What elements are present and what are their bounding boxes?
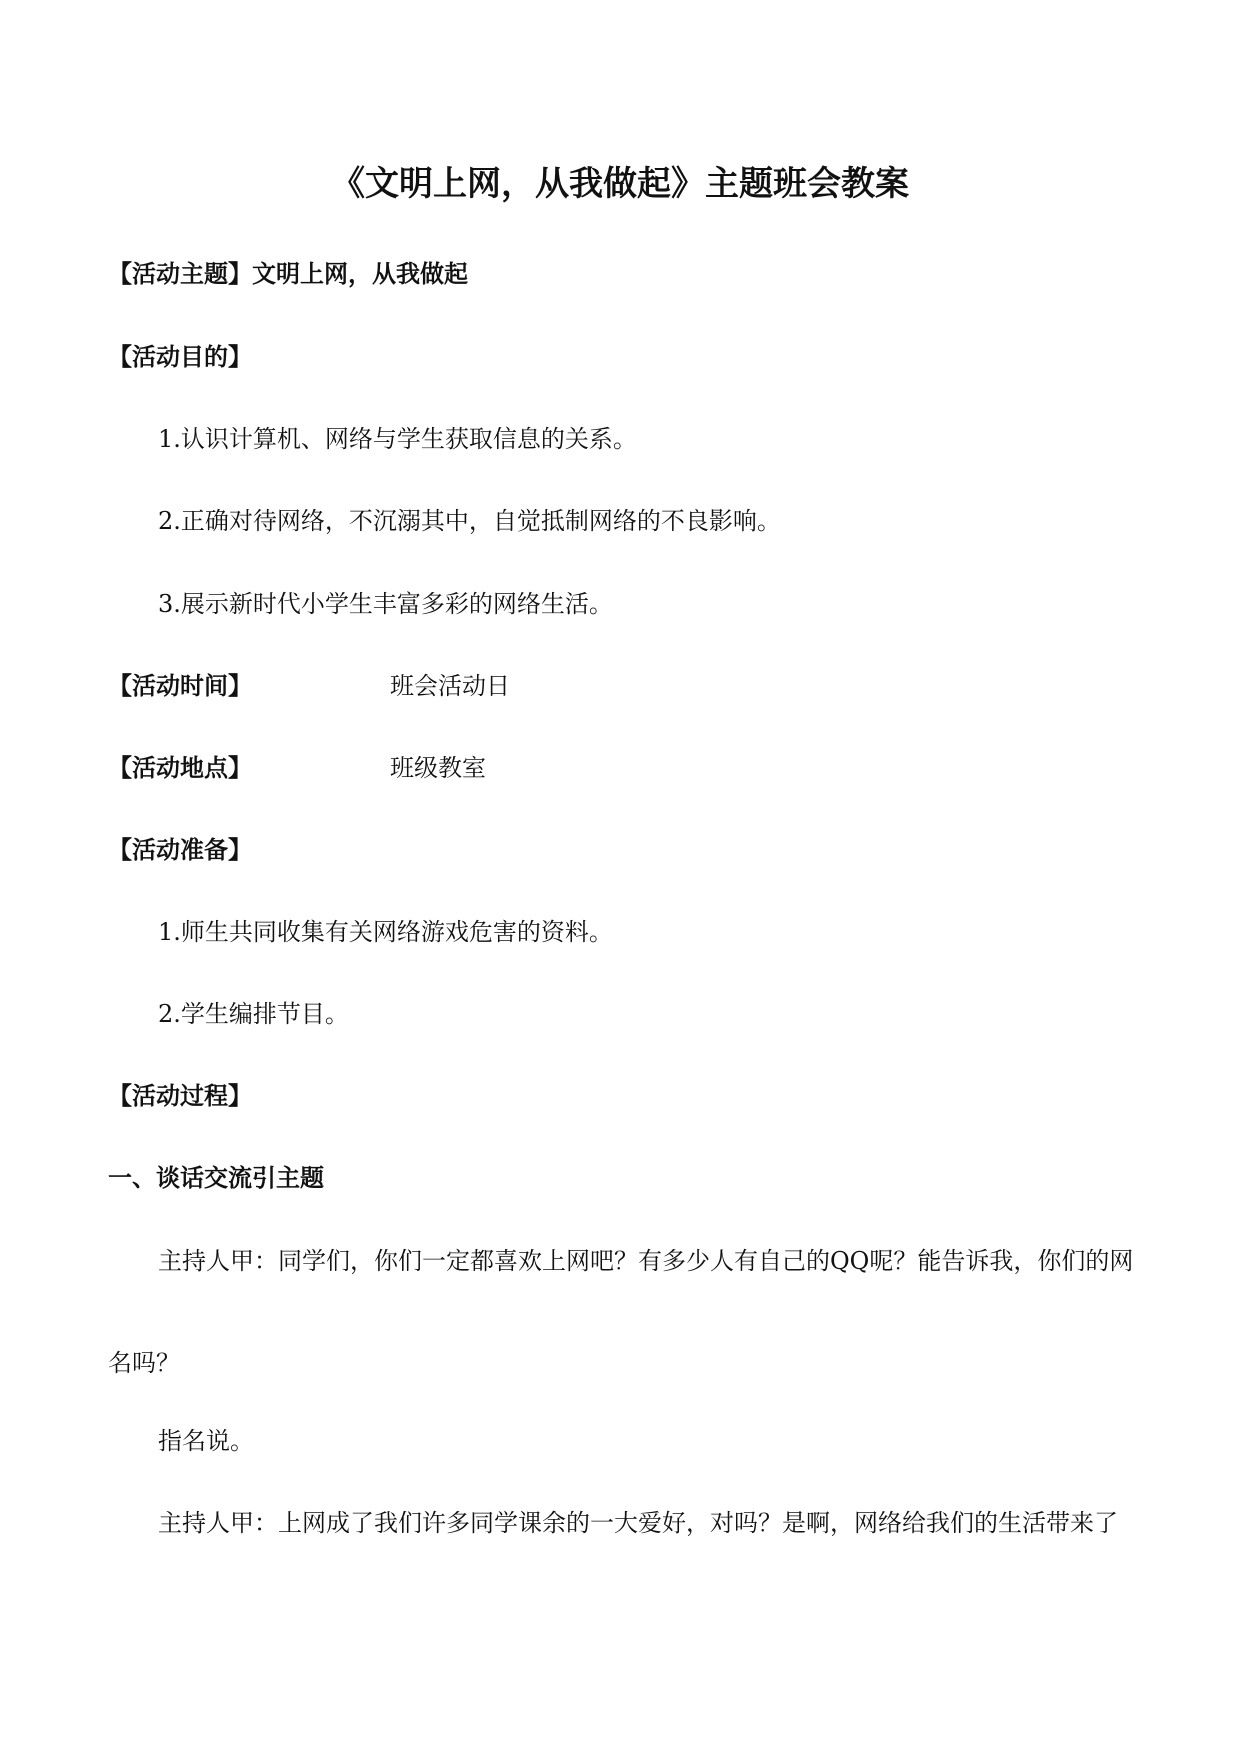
place-value: 班级教室: [390, 754, 486, 782]
purpose-item: 1.认识计算机、网络与学生获取信息的关系。: [158, 425, 637, 453]
process-heading: 【活动过程】: [108, 1082, 252, 1110]
preparation-heading: 【活动准备】: [108, 836, 252, 864]
place-row: [108, 754, 486, 782]
purpose-heading: 【活动目的】: [108, 343, 252, 371]
section-heading: 一、谈话交流引主题: [108, 1164, 324, 1192]
preparation-item: 2.学生编排节目。: [158, 1000, 349, 1028]
purpose-item: 2.正确对待网络，不沉溺其中，自觉抵制网络的不良影响。: [158, 507, 781, 535]
time-value: 班会活动日: [390, 672, 510, 700]
purpose-item: 3.展示新时代小学生丰富多彩的网络生活。: [158, 590, 613, 618]
paragraph-line: 指名说。: [158, 1427, 254, 1455]
place-label: 【活动地点】: [108, 754, 252, 782]
time-label: 【活动时间】: [108, 672, 252, 700]
paragraph-line: 主持人甲：上网成了我们许多同学课余的一大爱好，对吗？是啊，网络给我们的生活带来了: [158, 1509, 1118, 1537]
theme-heading: 【活动主题】文明上网，从我做起: [108, 260, 468, 288]
document-title: 《文明上网，从我做起》主题班会教案: [331, 164, 909, 204]
preparation-item: 1.师生共同收集有关网络游戏危害的资料。: [158, 918, 613, 946]
time-row: [108, 672, 510, 700]
paragraph-line: 名吗？: [108, 1349, 180, 1377]
paragraph-line: 主持人甲：同学们，你们一定都喜欢上网吧？有多少人有自己的QQ呢？能告诉我，你们的网: [158, 1247, 1134, 1275]
